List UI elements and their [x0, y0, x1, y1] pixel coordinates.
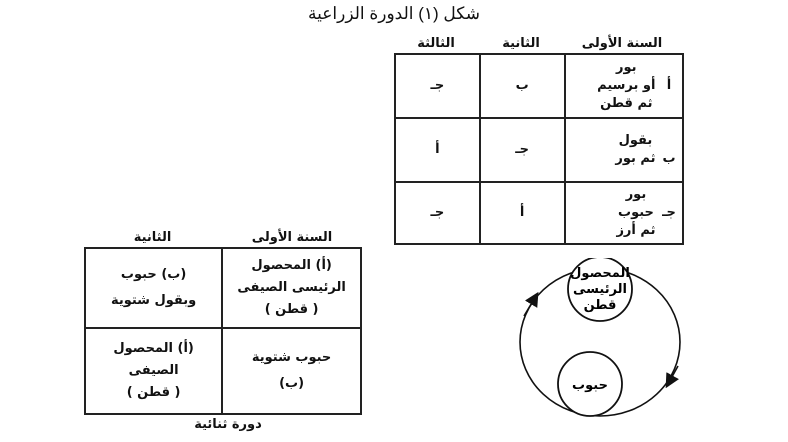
three-year-cell-second	[480, 54, 565, 118]
figure-title: شكل (١) الدورة الزراعية	[308, 4, 480, 23]
row-letter: جـ	[662, 205, 676, 220]
crop-line: أو برسيم	[597, 78, 656, 93]
field-letter: جـ	[430, 205, 445, 220]
three-year-cell-first	[565, 54, 684, 118]
crop-line: الرئيسى الصيفى	[237, 280, 346, 295]
three-year-row-c	[395, 182, 683, 244]
three-year-cell-first	[565, 118, 684, 182]
crop-line: (أ) المحصول	[113, 341, 194, 356]
cycle-arrow-right	[668, 366, 678, 384]
two-year-row-1	[85, 248, 361, 328]
main-crop-node-line: الرئيسى	[573, 282, 627, 297]
crop-line: حبوب	[618, 205, 654, 220]
cycle-diagram	[510, 258, 690, 438]
crop-line: ثم أرز	[616, 223, 656, 238]
field-letter: أ	[519, 205, 525, 220]
field-letter: أ	[435, 142, 440, 157]
three-year-cell-second	[480, 118, 565, 182]
two-year-rotation-table	[84, 247, 362, 415]
crop-line: وبقول شتوية	[110, 293, 197, 308]
two-year-cell-first	[222, 248, 361, 328]
main-crop-node-line: المحصول	[570, 266, 630, 281]
three-year-header-first: السنة الأولى	[581, 36, 663, 51]
field-letter: جـ	[515, 142, 530, 157]
two-year-cell-first	[222, 328, 361, 414]
crop-line: (ب) حبوب	[120, 267, 187, 282]
two-year-cell-second	[85, 248, 222, 328]
three-year-header-second: الثانية	[502, 36, 540, 51]
crop-line: ( قطن )	[264, 302, 319, 317]
two-year-caption: دورة ثنائية	[194, 417, 262, 432]
crop-line: بور	[616, 60, 637, 75]
crop-line: (ب)	[279, 376, 305, 391]
crop-line: بور	[625, 187, 647, 202]
crop-line: ثم بور	[615, 151, 656, 166]
crop-line: ثم قطن	[600, 96, 653, 111]
cycle-arrow-left	[524, 296, 536, 316]
three-year-cell-third	[395, 182, 480, 244]
row-letter: ب	[662, 151, 676, 166]
three-year-cell-third	[395, 118, 480, 182]
main-crop-node-line: قطن	[583, 298, 617, 313]
crop-line: حبوب شتوية	[251, 350, 332, 365]
two-year-header-second: الثانية	[133, 230, 172, 245]
three-year-row-b	[395, 118, 683, 182]
field-letter: ب	[515, 78, 529, 93]
crop-line: الصيفى	[128, 363, 179, 378]
grain-node-label: حبوب	[572, 378, 608, 393]
crop-line: (أ) المحصول	[251, 258, 332, 273]
row-letter: أ	[666, 78, 672, 93]
two-year-header-first: السنة الأولى	[251, 230, 333, 245]
three-year-cell-third	[395, 54, 480, 118]
three-year-cell-first	[565, 182, 684, 244]
two-year-cell-second	[85, 328, 222, 414]
field-letter: جـ	[430, 78, 445, 93]
three-year-header-third: الثالثة	[417, 36, 455, 51]
three-year-rotation-table	[394, 53, 684, 245]
three-year-row-a	[395, 54, 683, 118]
crop-line: بقول	[618, 133, 653, 148]
three-year-cell-second	[480, 182, 565, 244]
crop-line: ( قطن )	[126, 385, 181, 400]
two-year-row-2	[85, 328, 361, 414]
